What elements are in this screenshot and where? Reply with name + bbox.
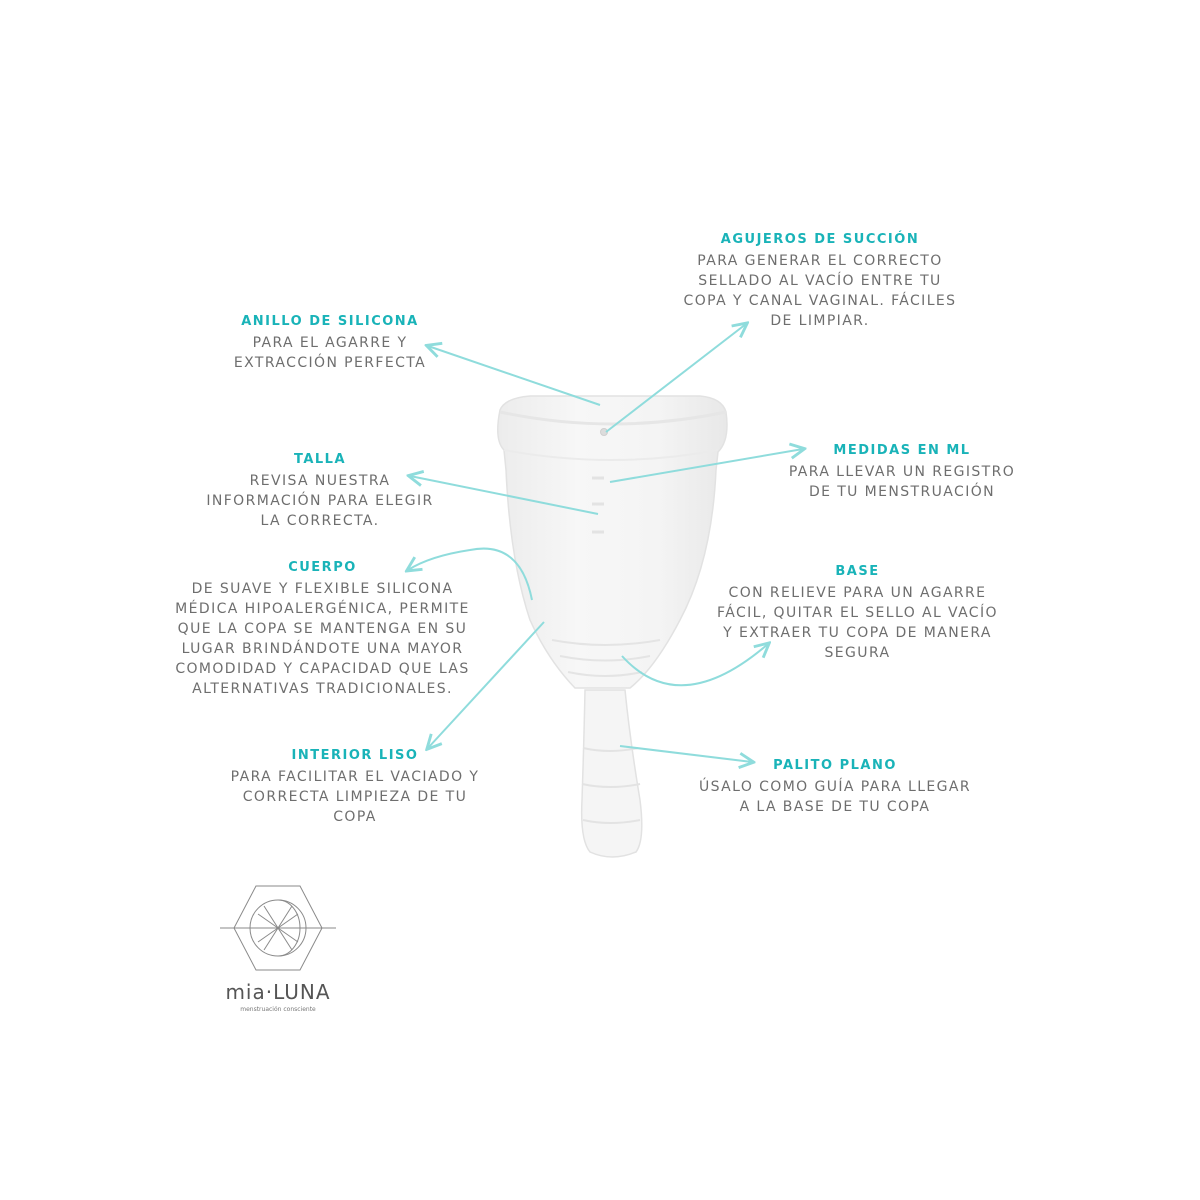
feature-cuerpo-line: DE SUAVE Y FLEXIBLE SILICONA: [191, 581, 454, 597]
feature-medidas-line: PARA LLEVAR UN REGISTRO: [788, 464, 1016, 480]
feature-agujeros-line: PARA GENERAR EL CORRECTO: [697, 253, 943, 269]
feature-talla-line: INFORMACIÓN PARA ELEGIR: [206, 493, 434, 509]
hexagon-moon-logo-icon: [218, 880, 338, 976]
feature-medidas-title: MEDIDAS EN ML: [833, 443, 971, 458]
feature-base-line: FÁCIL, QUITAR EL SELLO AL VACÍO: [717, 605, 998, 621]
feature-base-line: CON RELIEVE PARA UN AGARRE: [728, 585, 987, 601]
feature-agujeros-title: AGUJEROS DE SUCCIÓN: [720, 232, 920, 247]
feature-agujeros-line: SELLADO AL VACÍO ENTRE TU: [698, 273, 942, 289]
feature-agujeros: [660, 232, 980, 331]
brand-name: [218, 980, 338, 1004]
feature-interior: [200, 748, 510, 827]
feature-palito-title: PALITO PLANO: [773, 758, 897, 773]
feature-base-line: Y EXTRAER TU COPA DE MANERA: [723, 625, 992, 641]
feature-cuerpo: [150, 560, 495, 699]
feature-palito-line: ÚSALO COMO GUÍA PARA LLEGAR: [698, 779, 972, 795]
feature-palito: [680, 758, 990, 817]
feature-cuerpo-line: MÉDICA HIPOALERGÉNICA, PERMITE: [175, 601, 470, 617]
feature-talla-line: REVISA NUESTRA: [249, 473, 391, 489]
feature-agujeros-line: DE LIMPIAR.: [770, 313, 870, 329]
feature-base: [690, 564, 1025, 663]
feature-anillo: [200, 314, 460, 373]
brand-name-bold: LUNA: [273, 980, 331, 1004]
feature-base-title: BASE: [835, 564, 880, 579]
cup-stem: [582, 690, 642, 857]
feature-interior-line: CORRECTA LIMPIEZA DE TU: [242, 789, 468, 805]
feature-interior-title: INTERIOR LISO: [291, 748, 419, 763]
feature-medidas: [762, 443, 1042, 502]
feature-cuerpo-line: QUE LA COPA SE MANTENGA EN SU: [177, 621, 468, 637]
feature-base-line: SEGURA: [824, 645, 891, 661]
feature-cuerpo-line: LUGAR BRINDÁNDOTE UNA MAYOR: [181, 641, 464, 657]
feature-cuerpo-line: ALTERNATIVAS TRADICIONALES.: [192, 681, 453, 697]
brand-tagline: menstruación consciente: [240, 1006, 316, 1013]
brand-logo: [218, 880, 338, 1040]
feature-talla-line: LA CORRECTA.: [260, 513, 380, 529]
feature-agujeros-line: COPA Y CANAL VAGINAL. FÁCILES: [683, 293, 957, 309]
feature-cuerpo-line: COMODIDAD Y CAPACIDAD QUE LAS: [175, 661, 470, 677]
brand-separator: ·: [265, 980, 274, 1004]
feature-talla: [180, 452, 460, 531]
feature-interior-line: COPA: [333, 809, 377, 825]
feature-anillo-line: PARA EL AGARRE Y: [252, 335, 408, 351]
feature-anillo-line: EXTRACCIÓN PERFECTA: [233, 355, 427, 371]
feature-cuerpo-title: CUERPO: [288, 560, 357, 575]
brand-name-light: mia: [225, 980, 266, 1004]
feature-interior-line: PARA FACILITAR EL VACIADO Y: [230, 769, 480, 785]
feature-palito-line: A LA BASE DE TU COPA: [739, 799, 931, 815]
feature-anillo-title: ANILLO DE SILICONA: [241, 314, 419, 329]
feature-medidas-line: DE TU MENSTRUACIÓN: [808, 484, 996, 500]
feature-talla-title: TALLA: [293, 452, 347, 467]
